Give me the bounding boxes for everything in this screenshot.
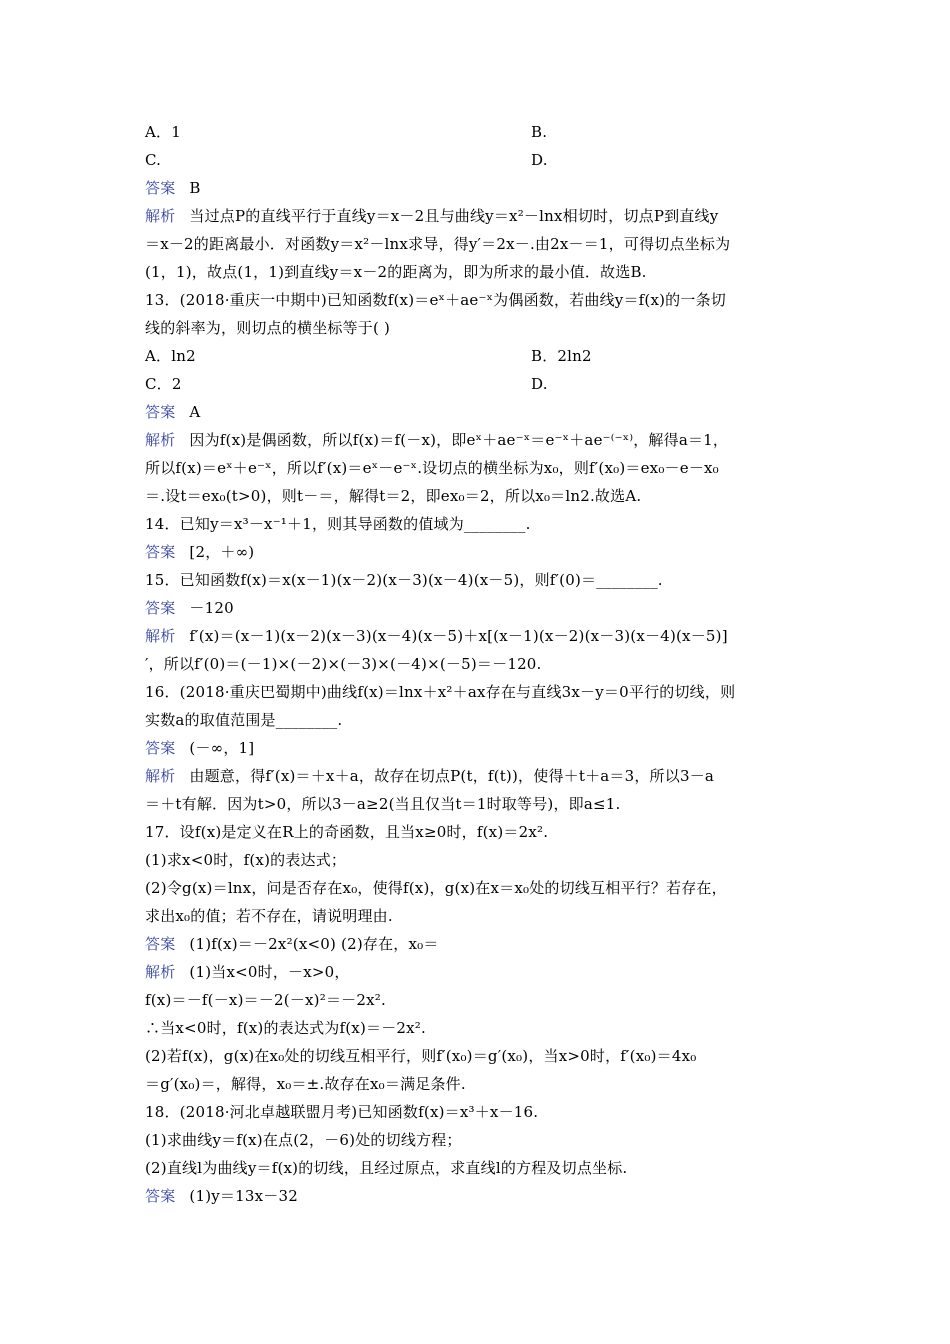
answer-label: 答案 [145,403,176,421]
q13-analysis-line-1 [145,429,728,451]
q16-stem-line-2: 实数a的取值范围是________. [145,711,343,729]
q13-option-a: A．ln2 [145,347,196,365]
q13-analysis-line-2: 所以f(x)＝eˣ＋e⁻ˣ，所以f′(x)＝eˣ－e⁻ˣ.设切点的横坐标为x₀，则f′(x₀)＝ex₀－e－x₀ [145,459,719,477]
q18-answer [145,1185,298,1207]
q12-answer [145,177,201,199]
q13-analysis-text-1: 因为f(x)是偶函数，所以f(x)＝f(－x)，即eˣ＋ae⁻ˣ＝e⁻ˣ＋ae⁻⁽⁻ˣ⁾，解得a＝1， [189,431,729,449]
answer-label: 答案 [145,599,176,617]
q17-analysis-line-2: f(x)＝－f(－x)＝－2(－x)²＝－2x². [145,991,386,1009]
q15-analysis-line-2: ′，所以f′(0)＝(－1)×(－2)×(－3)×(－4)×(－5)＝－120. [145,655,542,673]
q15-answer [145,597,234,619]
q12-analysis-line-2: ＝x－2的距离最小．对函数y＝x²－lnx求导，得y′＝2x－.由2x－＝1，可得切点坐标为 [145,235,731,253]
q16-analysis-line-2: ＝＋t有解．因为t>0，所以3－a≥2(当且仅当t＝1时取等号)，即a≤1. [145,795,621,813]
answer-label: 答案 [145,179,176,197]
q12-option-c: C. [145,151,162,169]
q13-analysis-line-3: ＝.设t＝ex₀(t>0)，则t－＝，解得t＝2，即ex₀＝2，所以x₀＝ln2.故选A. [145,487,642,505]
q16-analysis-text-1: 由题意，得f′(x)＝＋x＋a，故存在切点P(t，f(t))，使得＋t＋a＝3，所以3－a [189,767,715,785]
q13-answer [145,401,200,423]
q17-analysis-line-5: ＝g′(x₀)＝，解得，x₀＝±.故存在x₀＝满足条件. [145,1075,466,1093]
q16-answer-value: (－∞，1] [189,739,255,757]
analysis-label: 解析 [145,207,176,225]
q17-analysis-line-3: ∴当x<0时，f(x)的表达式为f(x)＝－2x². [145,1019,426,1037]
answer-label: 答案 [145,935,176,953]
q16-stem-line-1: 16．(2018·重庆巴蜀期中)曲线f(x)＝lnx＋x²＋ax存在与直线3x－y＝0平行的切线，则 [145,683,736,701]
q13-stem-line-1: 13．(2018·重庆一中期中)已知函数f(x)＝eˣ＋ae⁻ˣ为偶函数，若曲线y＝f(x)的一条切 [145,291,726,309]
q12-option-a: A．1 [145,123,181,141]
q17-stem-line-4: 求出x₀的值；若不存在，请说明理由. [145,907,393,925]
analysis-label: 解析 [145,431,176,449]
q18-stem-line-1: 18．(2018·河北卓越联盟月考)已知函数f(x)＝x³＋x－16. [145,1103,539,1121]
q12-analysis-line-1 [145,205,718,227]
q13-stem-line-2: 线的斜率为，则切点的横坐标等于( ) [145,319,391,337]
q17-answer [145,933,439,955]
answer-label: 答案 [145,1187,176,1205]
q15-analysis-line-1 [145,625,728,647]
analysis-label: 解析 [145,963,176,981]
q16-analysis-line-1 [145,765,714,787]
q18-stem-line-2: (1)求曲线y＝f(x)在点(2，－6)处的切线方程； [145,1131,462,1149]
q18-answer-value: (1)y＝13x－32 [189,1187,298,1205]
q13-answer-value: A [189,403,201,421]
q12-option-d: D. [531,151,548,169]
q13-option-b: B．2ln2 [531,347,592,365]
analysis-label: 解析 [145,627,176,645]
q14-answer-value: [2，＋∞) [189,543,255,561]
q12-option-b: B. [531,123,548,141]
q17-stem-line-3: (2)令g(x)＝lnx，问是否存在x₀，使得f(x)，g(x)在x＝x₀处的切线互相平行？若存在， [145,879,727,897]
answer-label: 答案 [145,543,176,561]
q17-stem-line-1: 17．设f(x)是定义在R上的奇函数，且当x≥0时，f(x)＝2x². [145,823,549,841]
answer-label: 答案 [145,739,176,757]
q17-analysis-line-1 [145,961,350,983]
q12-answer-value: B [189,179,201,197]
q17-stem-line-2: (1)求x<0时，f(x)的表达式； [145,851,347,869]
q13-option-d: D. [531,375,548,393]
q15-analysis-text-1: f′(x)＝(x－1)(x－2)(x－3)(x－4)(x－5)＋x[(x－1)(x－2)(x－3)(x－4)(x－5)] [189,627,728,645]
q12-analysis-line-3: (1，1)，故点(1，1)到直线y＝x－2的距离为，即为所求的最小值．故选B. [145,263,647,281]
analysis-label: 解析 [145,767,176,785]
q13-option-c: C．2 [145,375,182,393]
q17-analysis-line-4: (2)若f(x)，g(x)在x₀处的切线互相平行，则f′(x₀)＝g′(x₀)，当x>0时，f′(x₀)＝4x₀ [145,1047,697,1065]
q18-stem-line-3: (2)直线l为曲线y＝f(x)的切线，且经过原点，求直线l的方程及切点坐标. [145,1159,628,1177]
q17-analysis-text-1: (1)当x<0时，－x>0， [189,963,350,981]
q14-answer [145,541,254,563]
q15-answer-value: －120 [189,599,234,617]
q12-analysis-text-1: 当过点P的直线平行于直线y＝x－2且与曲线y＝x²－lnx相切时，切点P到直线y [189,207,719,225]
q14-stem: 14．已知y＝x³－x⁻¹＋1，则其导函数的值域为________. [145,515,531,533]
q17-answer-value: (1)f(x)＝－2x²(x<0) (2)存在，x₀＝ [189,935,439,953]
q15-stem: 15．已知函数f(x)＝x(x－1)(x－2)(x－3)(x－4)(x－5)，则f′(0)＝________. [145,571,663,589]
q16-answer [145,737,254,759]
